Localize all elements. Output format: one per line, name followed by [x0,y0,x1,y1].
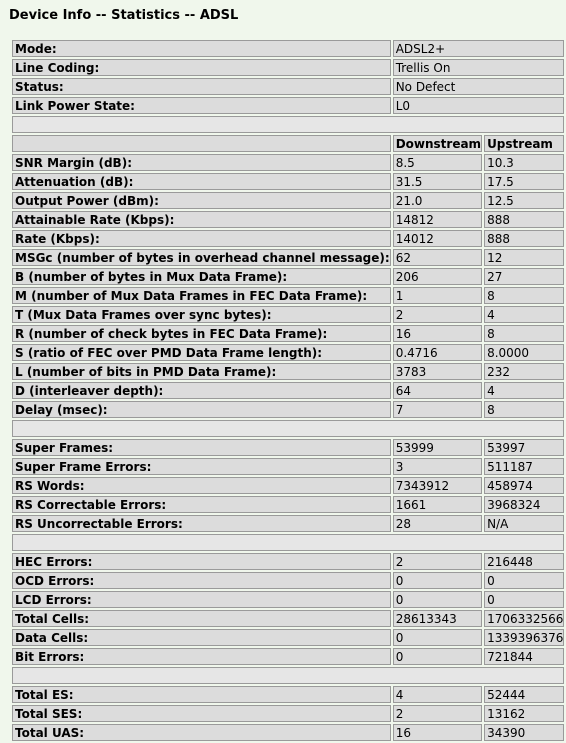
stat-row [12,154,564,171]
downstream-value: 1 [393,287,482,304]
spacer-row [12,420,564,437]
row-label: Total Cells: [12,610,391,627]
row-label: Attenuation (dB): [12,173,391,190]
stat-row [12,306,564,323]
upstream-value: 8 [484,287,564,304]
row-label: Link Power State: [12,97,391,114]
row-label: Rate (Kbps): [12,230,391,247]
row-label: S (ratio of FEC over PMD Data Frame length): [12,344,391,361]
downstream-value: 2 [393,553,482,570]
row-label: Super Frame Errors: [12,458,391,475]
downstream-value: 206 [393,268,482,285]
downstream-value: 3783 [393,363,482,380]
stat-row [12,496,564,513]
spacer-row [12,116,564,133]
downstream-value: 7343912 [393,477,482,494]
stat-row [12,686,564,703]
upstream-value: 8.0000 [484,344,564,361]
general-row [12,97,564,114]
stat-row [12,382,564,399]
column-header-row [12,135,564,152]
downstream-value: 28 [393,515,482,532]
row-label: T (Mux Data Frames over sync bytes): [12,306,391,323]
row-label: R (number of check bytes in FEC Data Frame): [12,325,391,342]
upstream-value: 0 [484,572,564,589]
row-label: RS Correctable Errors: [12,496,391,513]
stat-row [12,268,564,285]
row-label: Attainable Rate (Kbps): [12,211,391,228]
row-value: ADSL2+ [393,40,565,57]
upstream-value: 511187 [484,458,564,475]
upstream-value: 12.5 [484,192,564,209]
stat-row [12,325,564,342]
row-label: Total UAS: [12,724,391,741]
upstream-value: N/A [484,515,564,532]
upstream-value: 888 [484,211,564,228]
downstream-value: 4 [393,686,482,703]
row-label: SNR Margin (dB): [12,154,391,171]
downstream-value: 0 [393,591,482,608]
row-value: No Defect [393,78,565,95]
downstream-value: 7 [393,401,482,418]
downstream-value: 28613343 [393,610,482,627]
stat-row [12,363,564,380]
downstream-value: 21.0 [393,192,482,209]
downstream-value: 2 [393,306,482,323]
row-label: M (number of Mux Data Frames in FEC Data Frame): [12,287,391,304]
upstream-value: 4 [484,382,564,399]
row-label: RS Uncorrectable Errors: [12,515,391,532]
stat-row [12,192,564,209]
spacer-cell [12,420,564,437]
stat-row [12,173,564,190]
downstream-header: Downstream [393,135,482,152]
row-label: MSGc (number of bytes in overhead channel message): [12,249,391,266]
upstream-value: 888 [484,230,564,247]
general-row [12,78,564,95]
general-row [12,59,564,76]
row-label: Super Frames: [12,439,391,456]
upstream-value: 458974 [484,477,564,494]
row-label: Data Cells: [12,629,391,646]
upstream-value: 8 [484,325,564,342]
downstream-value: 1661 [393,496,482,513]
row-label: Total SES: [12,705,391,722]
page-title: Device Info -- Statistics -- ADSL [9,8,239,23]
stat-row [12,477,564,494]
upstream-value: 0 [484,591,564,608]
stat-row [12,572,564,589]
row-label: L (number of bits in PMD Data Frame): [12,363,391,380]
stat-row [12,724,564,741]
spacer-row [12,534,564,551]
row-label: Total ES: [12,686,391,703]
downstream-value: 16 [393,325,482,342]
stat-row [12,230,564,247]
downstream-value: 0 [393,629,482,646]
stat-row [12,591,564,608]
downstream-value: 0 [393,572,482,589]
row-label: B (number of bytes in Mux Data Frame): [12,268,391,285]
row-label: HEC Errors: [12,553,391,570]
row-label: D (interleaver depth): [12,382,391,399]
upstream-value: 721844 [484,648,564,665]
downstream-value: 64 [393,382,482,399]
downstream-value: 62 [393,249,482,266]
upstream-value: 3968324 [484,496,564,513]
stat-row [12,401,564,418]
downstream-value: 14812 [393,211,482,228]
row-value: L0 [393,97,565,114]
stat-row [12,211,564,228]
general-row [12,40,564,57]
row-label: Delay (msec): [12,401,391,418]
upstream-value: 34390 [484,724,564,741]
row-label: Status: [12,78,391,95]
row-label: Line Coding: [12,59,391,76]
spacer-cell [12,116,564,133]
downstream-value: 0 [393,648,482,665]
stat-row [12,705,564,722]
upstream-value: 52444 [484,686,564,703]
downstream-value: 16 [393,724,482,741]
downstream-value: 14012 [393,230,482,247]
upstream-value: 17.5 [484,173,564,190]
stat-row [12,458,564,475]
upstream-value: 4 [484,306,564,323]
row-label: RS Words: [12,477,391,494]
row-label: LCD Errors: [12,591,391,608]
spacer-cell [12,667,564,684]
stat-row [12,249,564,266]
upstream-value: 216448 [484,553,564,570]
downstream-value: 31.5 [393,173,482,190]
stat-row [12,344,564,361]
upstream-value: 12 [484,249,564,266]
upstream-value: 8 [484,401,564,418]
upstream-header: Upstream [484,135,564,152]
header-blank [12,135,391,152]
downstream-value: 3 [393,458,482,475]
row-label: Mode: [12,40,391,57]
spacer-cell [12,534,564,551]
row-label: Output Power (dBm): [12,192,391,209]
row-label: Bit Errors: [12,648,391,665]
upstream-value: 10.3 [484,154,564,171]
downstream-value: 53999 [393,439,482,456]
stat-row [12,610,564,627]
upstream-value: 1339396376 [484,629,564,646]
upstream-value: 27 [484,268,564,285]
stat-row [12,553,564,570]
stat-row [12,648,564,665]
row-value: Trellis On [393,59,565,76]
stat-row [12,629,564,646]
row-label: OCD Errors: [12,572,391,589]
stat-row [12,515,564,532]
stat-row [12,439,564,456]
stat-row [12,287,564,304]
upstream-value: 53997 [484,439,564,456]
upstream-value: 1706332566 [484,610,564,627]
downstream-value: 8.5 [393,154,482,171]
upstream-value: 13162 [484,705,564,722]
upstream-value: 232 [484,363,564,380]
downstream-value: 2 [393,705,482,722]
spacer-row [12,667,564,684]
downstream-value: 0.4716 [393,344,482,361]
adsl-statistics-table [10,38,566,743]
